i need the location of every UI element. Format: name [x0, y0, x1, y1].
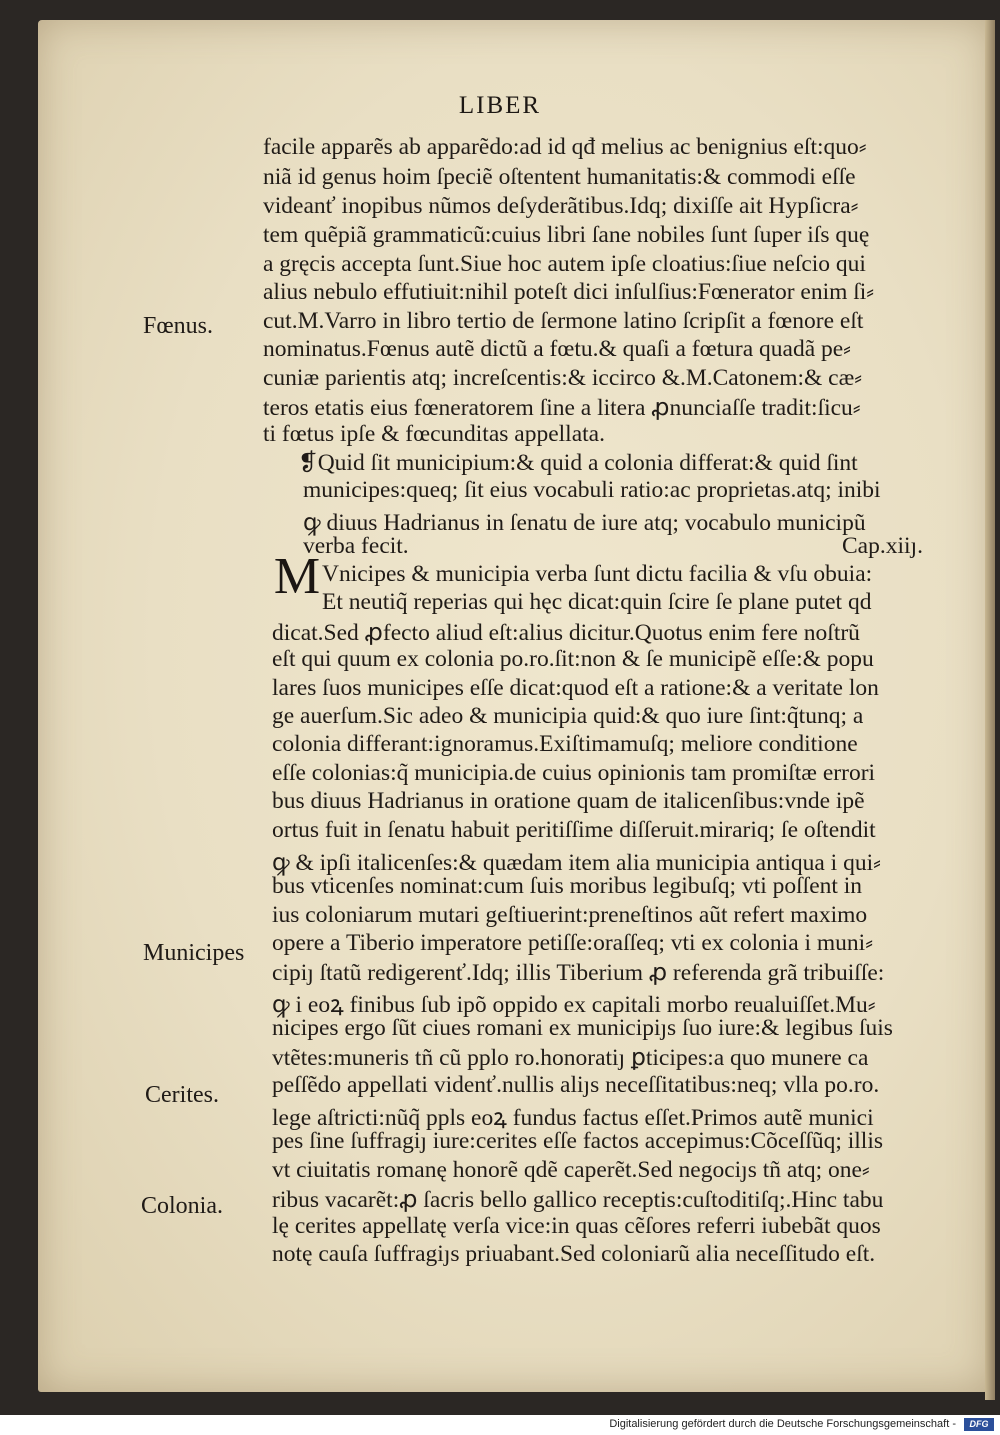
page-edge [985, 20, 995, 1400]
running-header: LIBER [458, 92, 542, 119]
text-line: ius coloniarum mutari geſtiuerint:preneſtinos aũt refert maximo [272, 902, 868, 928]
text-line: alius nebulo effutiuit:nihil poteſt dici inſulſius:Fœnerator enim ſi⸗ [263, 279, 875, 305]
text-line: eſſe colonias:q̃ municipia.de cuius opinionis tam promiſtæ errori [272, 760, 876, 786]
text-line: facile apparẽs ab apparẽdo:ad id qđ melius ac benignius eſt:quo⸗ [263, 134, 867, 160]
margin-note-municipes: Municipes [143, 940, 245, 966]
text-line: nicipes ergo ſũt ciues romani ex municipiȷs ſuo iure:& legibus ſuis [272, 1015, 893, 1041]
text-line: pes ſine ſuffragiȷ iure:cerites eſſe factos accepimus:Cõceſſũq; illis [272, 1128, 884, 1154]
text-line: ti fœtus ipſe & fœcunditas appellata. [263, 421, 605, 447]
chapter-number: Cap.xiiȷ. [842, 533, 923, 559]
margin-note-colonia: Colonia. [141, 1193, 223, 1219]
text-line: colonia differant:ignoramus.Exiſtimamuſq; meliore conditione [272, 731, 858, 757]
text-line: cipiȷ ſtatũ redigerenť.Idq; illis Tiberium ꝓ referenda grã tribuiſſe: [272, 960, 885, 986]
text-line: vt ciuitatis romanę honorẽ qdẽ caperẽt.Sed negociȷs tñ atq; one⸗ [272, 1157, 870, 1183]
chapter-heading-line: municipes:queq; ſit eius vocabuli ratio:ac proprietas.atq; inibi [303, 477, 881, 503]
text-line: bus diuus Hadrianus in oratione quam de italicenſibus:vnde ipẽ [272, 788, 865, 814]
text-line: ꝙ & ipſi italicenſes:& quædam item alia municipia antiqua i qui⸗ [272, 850, 881, 876]
text-line: ꝙ i eoꝝ finibus ſub ipõ oppido ex capitali morbo reualuiſſet.Mu⸗ [272, 992, 876, 1018]
text-line: tem quẽpiã grammaticũ:cuius libri ſane nobiles ſunt ſuper iſs quę [263, 222, 870, 248]
text-line: lares ſuos municipes eſſe dicat:quod eſt a ratione:& a veritate lon [272, 675, 879, 701]
footer-bar [0, 1415, 1000, 1435]
text-line: ge auerſum.Sic adeo & municipia quid:& quo iure ſint:q̃tunq; a [272, 703, 864, 729]
text-line: Et neutiq̃ reperias qui hęc dicat:quin ſcire ſe plane putet qd [322, 589, 872, 615]
text-line: a gręcis accepta ſunt.Siue hoc autem ipſe cloatius:ſiue neſcio qui [263, 251, 866, 277]
text-line: notę cauſa ſuffragiȷs priuabant.Sed coloniarũ alia neceſſitudo eſt. [272, 1241, 876, 1267]
margin-note-foenus: Fœnus. [143, 313, 214, 339]
text-line: ortus fuit in ſenatu habuit peritiſſime diſſeruit.mirariq; ſe oſtendit [272, 817, 876, 843]
text-line: Vnicipes & municipia verba ſunt dictu facilia & vſu obuia: [322, 561, 873, 587]
text-line: lę cerites appellatę verſa vice:in quas cẽſores referri iubebãt quos [272, 1213, 881, 1239]
text-line: peſſẽdo appellati videnť.nullis aliȷs neceſſitatibus:neq; vlla po.ro. [272, 1072, 880, 1098]
text-line: cut.M.Varro in libro tertio de ſermone latino ſcripſit a fœnore eſt [263, 308, 864, 334]
text-line: dicat.Sed ꝓfecto aliud eſt:alius dicitur.Quotus enim fere noſtrũ [272, 620, 860, 646]
text-line: bus vticenſes nominat:cum ſuis moribus legibuſq; vti poſſent in [272, 873, 863, 899]
text-line: videanť inopibus nũmos deſyderãtibus.Idq; dixiſſe ait Hypſicra⸗ [263, 193, 859, 219]
text-line: nominatus.Fœnus autẽ dictũ a fœtu.& quaſi a fœtura quadã pe⸗ [263, 336, 852, 362]
dfg-logo: DFG [964, 1418, 994, 1431]
chapter-heading-line: ❡Quid ſit municipium:& quid a colonia differat:& quid ſint [298, 450, 858, 476]
text-line: eſt qui quum ex colonia po.ro.ſit:non & ſe municipẽ eſſe:& popu [272, 646, 874, 672]
text-line: ribus vacarẽt:ꝓ ſacris bello gallico receptis:cuſtoditiſq;.Hinc tabu [272, 1187, 884, 1213]
text-line: opere a Tiberio imperatore petiſſe:oraſſeq; vti ex colonia i muni⸗ [272, 930, 874, 956]
text-line: teros etatis eius fœneratorem ſine a litera ꝓnunciaſſe tradit:ſicu⸗ [263, 395, 861, 421]
text-line: niã id genus hoim ſpeciẽ oſtentent humanitatis:& commodi eſſe [263, 164, 856, 190]
chapter-heading-line: verba fecit. [303, 533, 409, 559]
funding-credit: Digitalisierung gefördert durch die Deutsche Forschungsgemeinschaft - [609, 1418, 956, 1430]
text-line: vtẽtes:muneris tñ cũ pplo ro.honoratiȷ ꝑticipes:a quo munere ca [272, 1045, 869, 1071]
margin-note-cerites: Cerites. [145, 1082, 219, 1108]
decorated-initial: M [273, 548, 321, 605]
text-line: lege aſtricti:nũq̃ ppls eoꝝ fundus factus eſſet.Primos autẽ munici [272, 1105, 874, 1131]
chapter-heading-line: ꝙ diuus Hadrianus in ſenatu de iure atq; vocabulo municipũ [303, 510, 866, 536]
text-line: cuniæ parientis atq; increſcentis:& iccirco &.M.Catonem:& cæ⸗ [263, 365, 863, 391]
